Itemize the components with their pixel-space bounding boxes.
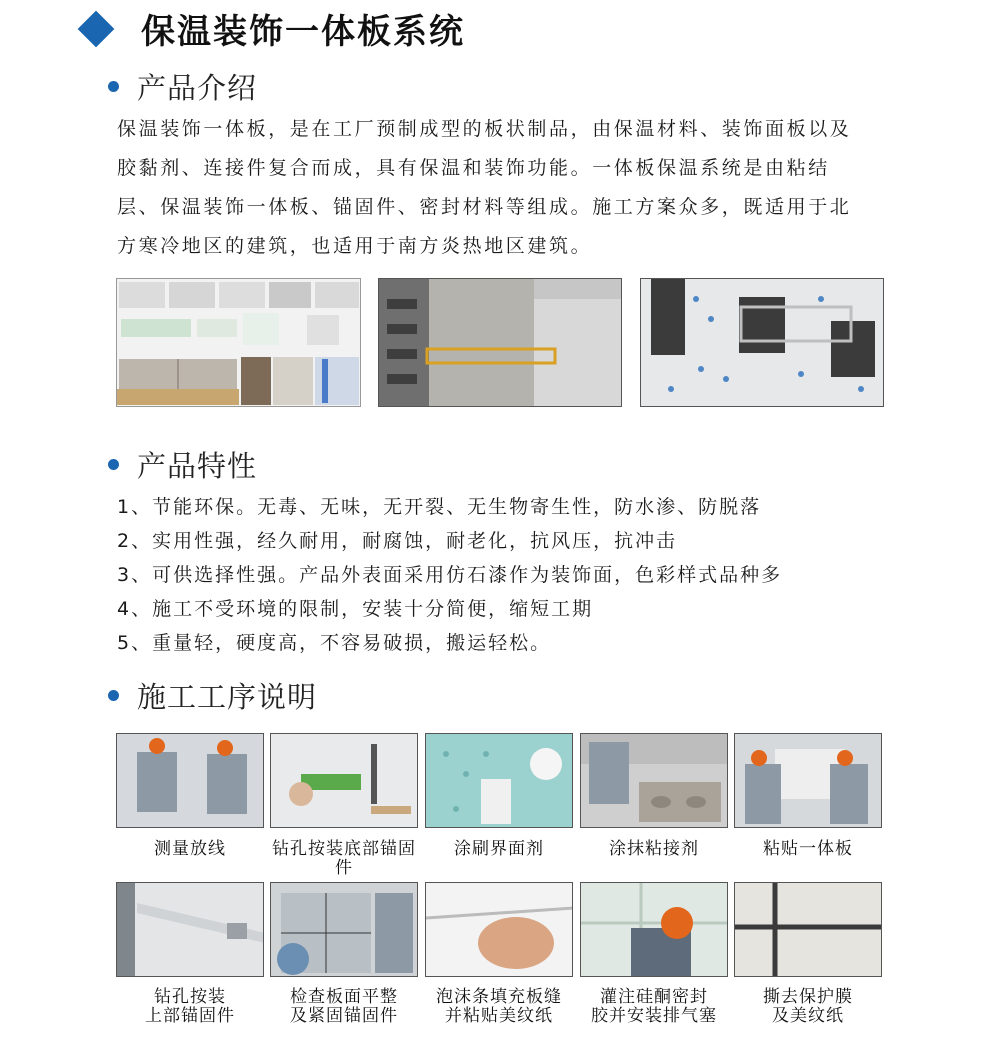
feature-item: 5、重量轻，硬度高，不容易破损，搬运轻松。 <box>117 632 552 654</box>
step-photo-adhesive <box>580 733 728 828</box>
intro-paragraph <box>117 110 887 266</box>
step-caption: 钻孔按装底部锚固件 <box>272 839 416 878</box>
step-photo-check-flatness <box>270 882 418 977</box>
bullet-dot-icon <box>108 690 119 701</box>
section-heading-intro <box>108 66 257 106</box>
section-heading-text: 产品特性 <box>137 448 258 483</box>
step-caption: 测量放线 <box>154 839 226 859</box>
step-photo-measure <box>116 733 264 828</box>
step-caption: 涂抹粘接剂 <box>609 839 699 859</box>
feature-item: 2、实用性强，经久耐用，耐腐蚀，耐老化，抗风压，抗冲击 <box>117 530 678 552</box>
step-caption: 钻孔按装 上部锚固件 <box>145 987 235 1026</box>
step-photo-drill-bottom <box>270 733 418 828</box>
title-diamond-icon <box>78 11 115 48</box>
section-heading-text: 产品介绍 <box>137 70 258 105</box>
section-heading-process <box>108 675 317 715</box>
step-caption: 灌注硅酮密封 胶并安装排气塞 <box>591 987 717 1026</box>
step-photo-foam-strip <box>425 882 573 977</box>
bullet-dot-icon <box>108 81 119 92</box>
step-photo-remove-film <box>734 882 882 977</box>
intro-line: 保温装饰一体板，是在工厂预制成型的板状制品，由保温材料、装饰面板以及 <box>117 118 852 140</box>
step-photo-primer <box>425 733 573 828</box>
product-components-photo <box>116 278 361 407</box>
step-caption: 涂刷界面剂 <box>454 839 544 859</box>
step-caption: 泡沫条填充板缝 并粘贴美纹纸 <box>436 987 562 1026</box>
bullet-dot-icon <box>108 459 119 470</box>
section-heading-features <box>108 444 257 484</box>
intro-line: 方寒冷地区的建筑，也适用于南方炎热地区建筑。 <box>117 235 593 257</box>
step-caption: 检查板面平整 及紧固锚固件 <box>290 987 398 1026</box>
feature-item: 3、可供选择性强。产品外表面采用仿石漆作为装饰面，色彩样式品种多 <box>117 564 783 586</box>
step-photo-drill-top <box>116 882 264 977</box>
feature-item: 4、施工不受环境的限制，安装十分简便，缩短工期 <box>117 598 594 620</box>
step-photo-sealant <box>580 882 728 977</box>
step-photo-attach-board <box>734 733 882 828</box>
intro-line: 层、保温装饰一体板、锚固件、密封材料等组成。施工方案众多，既适用于北 <box>117 196 852 218</box>
intro-line: 胶黏剂、连接件复合而成，具有保温和装饰功能。一体板保温系统是由粘结 <box>117 157 830 179</box>
feature-item: 1、节能环保。无毒、无味，无开裂、无生物寄生性，防水渗、防脱落 <box>117 496 762 518</box>
step-caption: 撕去保护膜 及美纹纸 <box>763 987 853 1026</box>
insulation-installation-photo <box>640 278 884 407</box>
step-caption: 粘贴一体板 <box>763 839 853 859</box>
section-heading-text: 施工工序说明 <box>137 679 318 714</box>
page-title: 保温装饰一体板系统 <box>141 12 465 52</box>
feature-list <box>117 490 782 660</box>
building-facade-photo <box>378 278 622 407</box>
